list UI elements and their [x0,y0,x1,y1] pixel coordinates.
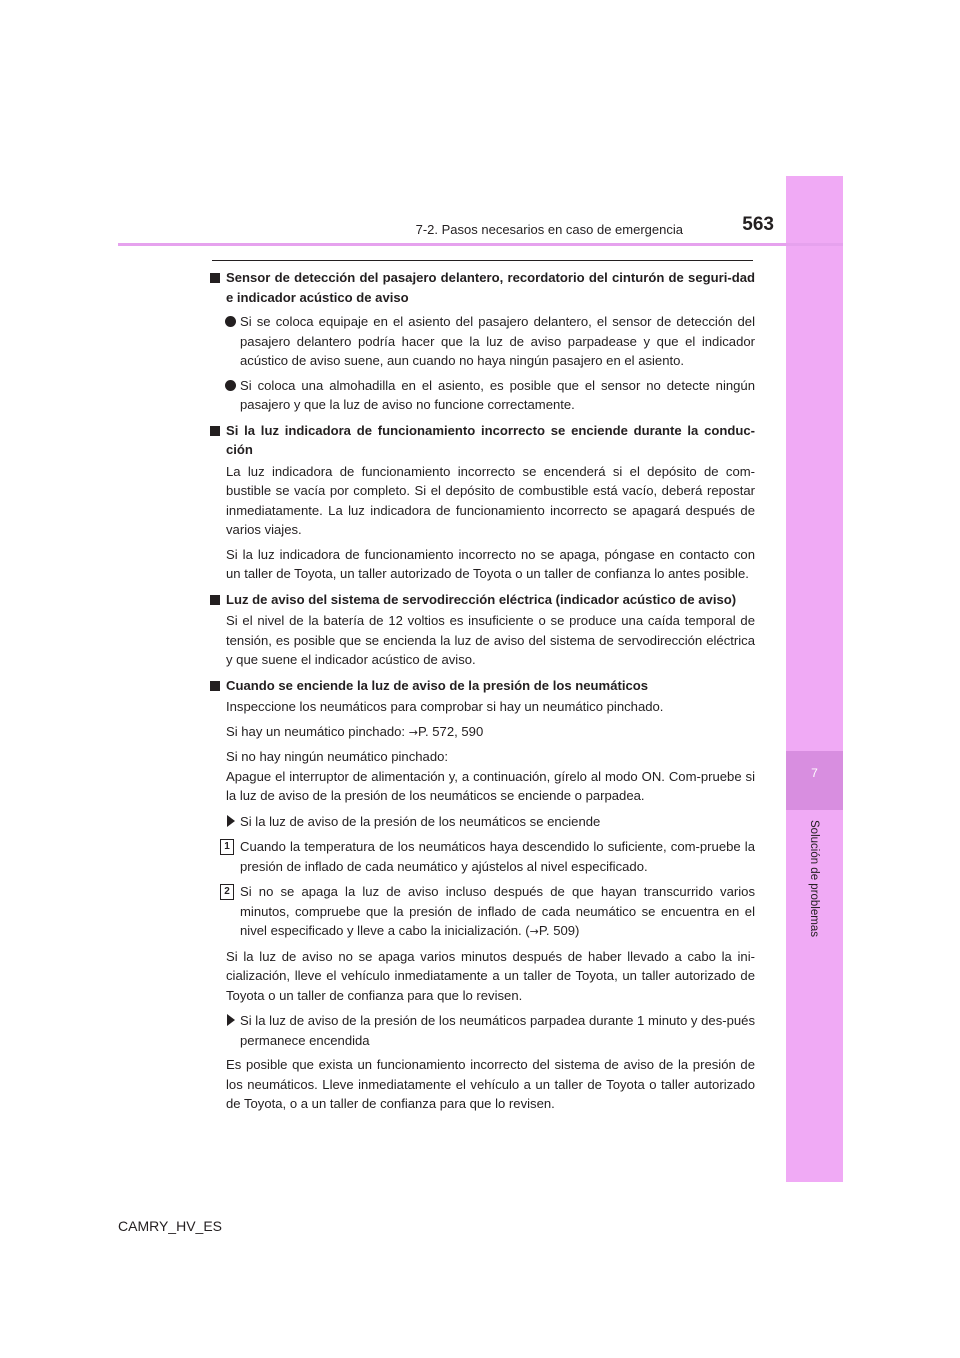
paragraph: Es posible que exista un funcionamiento incorrecto del sistema de aviso de la presión de los neumáticos. Lleve inmediatamente el vehículo a un taller de Toyota o taller autorizado de Toyota, o a un taller de confianza para que lo revisen. [226,1057,755,1111]
page-number: 563 [742,214,774,235]
square-bullet-icon [210,273,220,283]
section-header: 7-2. Pasos necesarios en caso de emergencia [415,222,683,237]
heading-tire-pressure: Cuando se enciende la luz de aviso de la presión de los neumáticos [210,676,755,696]
paragraph: Si la luz de aviso no se apaga varios minutos después de haber llevado a cabo la ini-cialización, lleve el vehículo inmediatamente a un taller de Toyota, un taller autorizado de Toyota o un taller de confianza para que lo revisen. [226,948,755,1003]
content-top-rule [212,260,753,261]
sub-bullet-item: Si la luz de aviso de la presión de los neumáticos parpadea durante 1 minuto y des-pués permanece encendida [210,1011,755,1050]
chapter-title: Solución de problemas [808,820,820,937]
paragraph-flat-tire-ref: Si hay un neumático pinchado: →P. 572, 590 [226,723,484,739]
square-bullet-icon [210,426,220,436]
page-reference-link[interactable]: P. 572, 590 [417,723,484,739]
paragraph: Si no hay ningún neumático pinchado: Apague el interruptor de alimentación y, a continuación, gírelo al modo ON. Com-pruebe si la luz de aviso de la presión de los neumáticos se enciende o parpadea. [226,749,755,803]
page-reference-link[interactable]: P. 509) [538,923,580,938]
heading-passenger-sensor: Sensor de detección del pasajero delantero, recordatorio del cinturón de seguri-dad e indicador acústico de aviso [210,268,755,307]
step-number-badge: 1 [220,839,234,855]
round-bullet-icon [225,316,236,327]
square-bullet-icon [210,681,220,691]
page-content [210,268,755,1114]
paragraph: Si el nivel de la batería de 12 voltios es insuficiente o se produce una caída temporal de tensión, es posible que se encienda la luz de aviso del sistema de servodirección eléctrica y que suene el indicador acústico de aviso. [226,613,755,667]
chapter-side-tab [786,176,843,1182]
paragraph: La luz indicadora de funcionamiento incorrecto se encenderá si el depósito de com-bustible se vacía por completo. Si el depósito de combustible está vacío, deberá repostar inmediatamente. La luz indicadora de funcionamiento incorrecto se apagará después de varios viajes. [226,463,755,537]
paragraph: Inspeccione los neumáticos para comprobar si hay un neumático pinchado. [226,699,664,714]
round-bullet-icon [225,380,236,391]
header-rule [118,243,843,246]
chapter-number-tab [786,751,843,810]
bullet-item: Si coloca una almohadilla en el asiento, es posible que el sensor no detecte ningún pasajero y que la luz de aviso no funcione correctamente. [210,376,755,415]
bullet-item: Si se coloca equipaje en el asiento del pasajero delantero, el sensor de detección del pasajero delantero podría hacer que la luz de aviso parpadease y que el indicador acústico de aviso suene, aun cuando no haya ningún pasajero en el asiento. [210,312,755,371]
heading-malfunction-light: Si la luz indicadora de funcionamiento incorrecto se enciende durante la conduc-ción [210,421,755,460]
heading-power-steering: Luz de aviso del sistema de servodirección eléctrica (indicador acústico de aviso) [210,590,755,610]
triangle-bullet-icon [227,815,235,827]
step-number-badge: 2 [220,884,234,900]
sub-bullet-item: Si la luz de aviso de la presión de los neumáticos se enciende [210,812,755,832]
square-bullet-icon [210,595,220,605]
arrow-right-icon: → [408,725,418,739]
paragraph: Si la luz indicadora de funcionamiento incorrecto no se apaga, póngase en contacto con un taller de Toyota, un taller autorizado de Toyota o un taller de confianza lo antes posible. [226,546,755,581]
triangle-bullet-icon [227,1014,235,1026]
arrow-right-icon: → [529,925,539,938]
step-item: 1 Cuando la temperatura de los neumáticos haya descendido lo suficiente, com-pruebe la presión de inflado de cada neumático y ajústelos al nivel especificado. [210,837,755,876]
chapter-number: 7 [811,766,818,780]
footer-model-code: CAMRY_HV_ES [118,1218,223,1234]
step-item: 2 Si no se apaga la luz de aviso incluso después de que hayan transcurrido varios minutos, compruebe que la presión de inflado de cada neumático se encuentra en el nivel especificado y lleve a cabo la inicialización. (→P. 509) [210,882,755,942]
